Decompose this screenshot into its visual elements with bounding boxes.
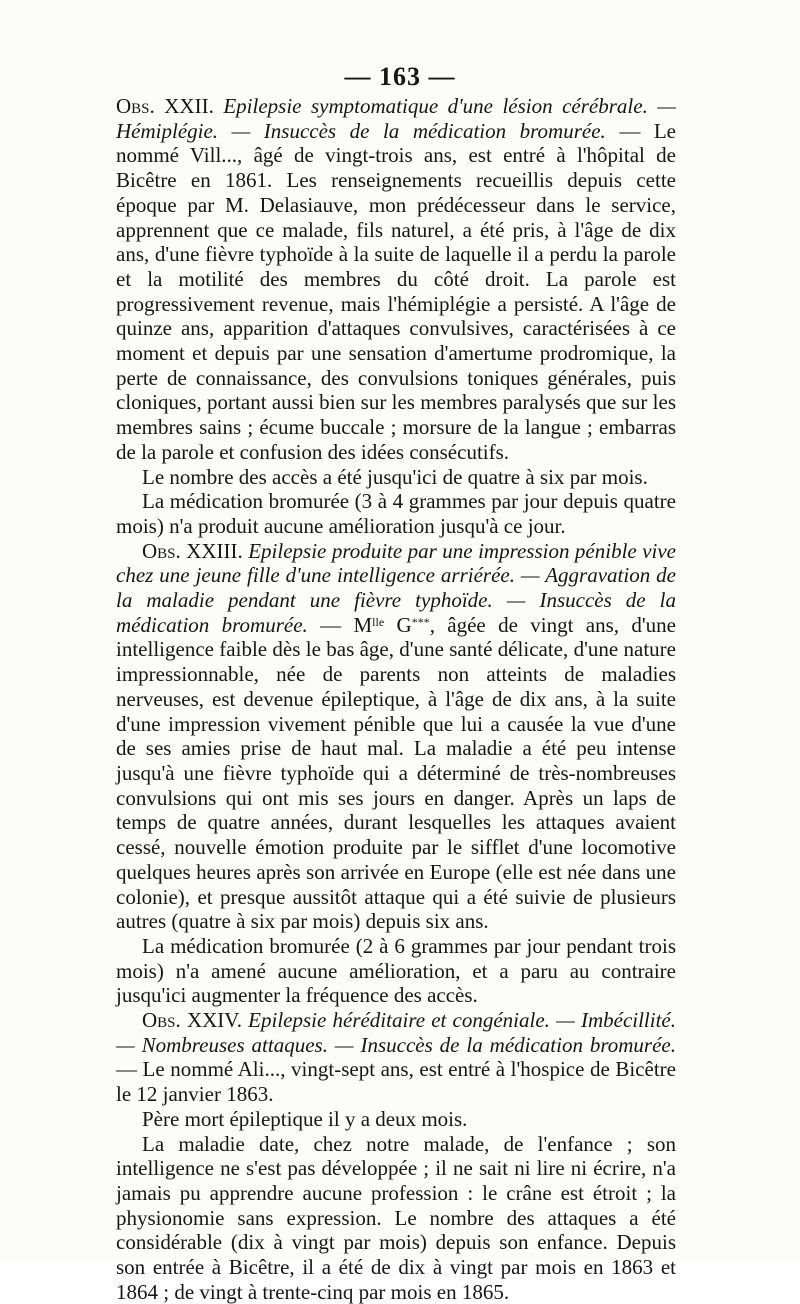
observation-summary: Epilepsie produite par une impression pénible vive chez une jeune fille d'une intelligence arriérée. — Aggravation de la maladie pendant une fièvre typhoïde. — Insuccès de la médication bromurée.	[116, 538, 676, 637]
paragraph	[116, 465, 676, 490]
observation-summary: Epilepsie symptomatique d'une lésion cérébrale. — Hémiplégie. — Insuccès de la médication bromurée.	[116, 94, 676, 143]
paragraph	[116, 94, 676, 465]
body-text: Le nombre des accès a été jusqu'ici de quatre à six par mois.	[142, 464, 648, 489]
paragraph	[116, 1107, 676, 1132]
paragraph	[116, 1132, 676, 1304]
paragraph	[116, 1008, 676, 1107]
body-text: La médication bromurée (2 à 6 grammes par jour pendant trois mois) n'a amené aucune amélioration, et a paru au contraire jusqu'ici augmenter la fréquence des accès.	[116, 933, 676, 1008]
body-text: — Le nommé Vill..., âgé de vingt-trois ans, est entré à l'hôpital de Bicêtre en 1861. Les renseignements recueillis depuis cette époque par M. Delasiauve, mon prédécesseur dans le service, apprennent que ce malade, fils naturel, a été pris, à l'âge de dix ans, d'une fièvre typhoïde à la suite de laquelle il a perdu la parole et la motilité des membres du côté droit. La parole est progressivement revenue, mais l'hémiplégie a persisté. A l'âge de quinze ans, apparition d'attaques convulsives, caractérisées à ce moment et depuis par une sensation d'amertume prodromique, la perte de connaissance, des convulsions toniques générales, puis cloniques, portant aussi bien sur les membres paralysés que sur les membres sains ; écume buccale ; morsure de la langue ; embarras de la parole et confusion des idées consécutifs.	[116, 118, 677, 464]
page-number: — 163 —	[344, 62, 456, 91]
body-text: La maladie date, chez notre malade, de l'enfance ; son intelligence ne s'est pas développée ; il ne sait ni lire ni écrire, n'a jamais pu apprendre aucune profession : le crâne est étroit ; la physionomie sans expression. Le nombre des attaques a été considérable (dix à vingt par mois) depuis son enfance. Depuis son entrée à Bicêtre, il a été de dix à vingt par mois en 1863 et 1864 ; de vingt à trente-cinq par mois en 1865.	[116, 1131, 676, 1304]
body-text: G	[384, 612, 412, 637]
paragraph	[116, 934, 676, 1008]
body-text: — M	[307, 612, 373, 637]
superscript-text: lle	[372, 614, 385, 629]
observation-label: Obs. XXIV.	[142, 1008, 249, 1033]
body-text: La médication bromurée (3 à 4 grammes par jour depuis quatre mois) n'a produit aucune amélioration jusqu'à ce jour.	[116, 489, 676, 538]
observation-summary: Epilepsie héréditaire et congéniale. — Imbécillité. — Nombreuses attaques. — Insuccès de la médication bromurée.	[116, 1008, 677, 1057]
observation-label: Obs. XXIII.	[142, 538, 249, 563]
observation-label: Obs. XXII.	[116, 94, 224, 118]
superscript-text: ***	[411, 614, 430, 629]
paragraph	[116, 489, 676, 538]
body-text: — Le nommé Ali..., vingt-sept ans, est entré à l'hospice de Bicêtre le 12 janvier 1863.	[116, 1057, 676, 1107]
body-text: Père mort épileptique il y a deux mois.	[142, 1106, 468, 1131]
page-body-text	[116, 94, 676, 1304]
body-text: , âgée de vingt ans, d'une intelligence faible dès le bas âge, d'une santé délicate, d'une nature impressionnable, née de parents non atteints de maladies nerveuses, est devenue épileptique, à l'âge de dix ans, à la suite d'une impression vivement pénible que lui a causée la vue d'une de ses amies prise de haut mal. La maladie a été peu intense jusqu'à une fièvre typhoïde qui a déterminé de très-nombreuses convulsions qui ont mis ses jours en danger. Après un laps de temps de quatre années, durant lesquelles les attaques avaient cessé, nouvelle émotion produite par le sifflet d'une locomotive quelques heures après son arrivée en Europe (elle est née dans une colonie), et presque aussitôt attaque qui a été suivie de plusieurs autres (quatre à six par mois) depuis six ans.	[116, 612, 676, 934]
paragraph	[116, 539, 676, 934]
